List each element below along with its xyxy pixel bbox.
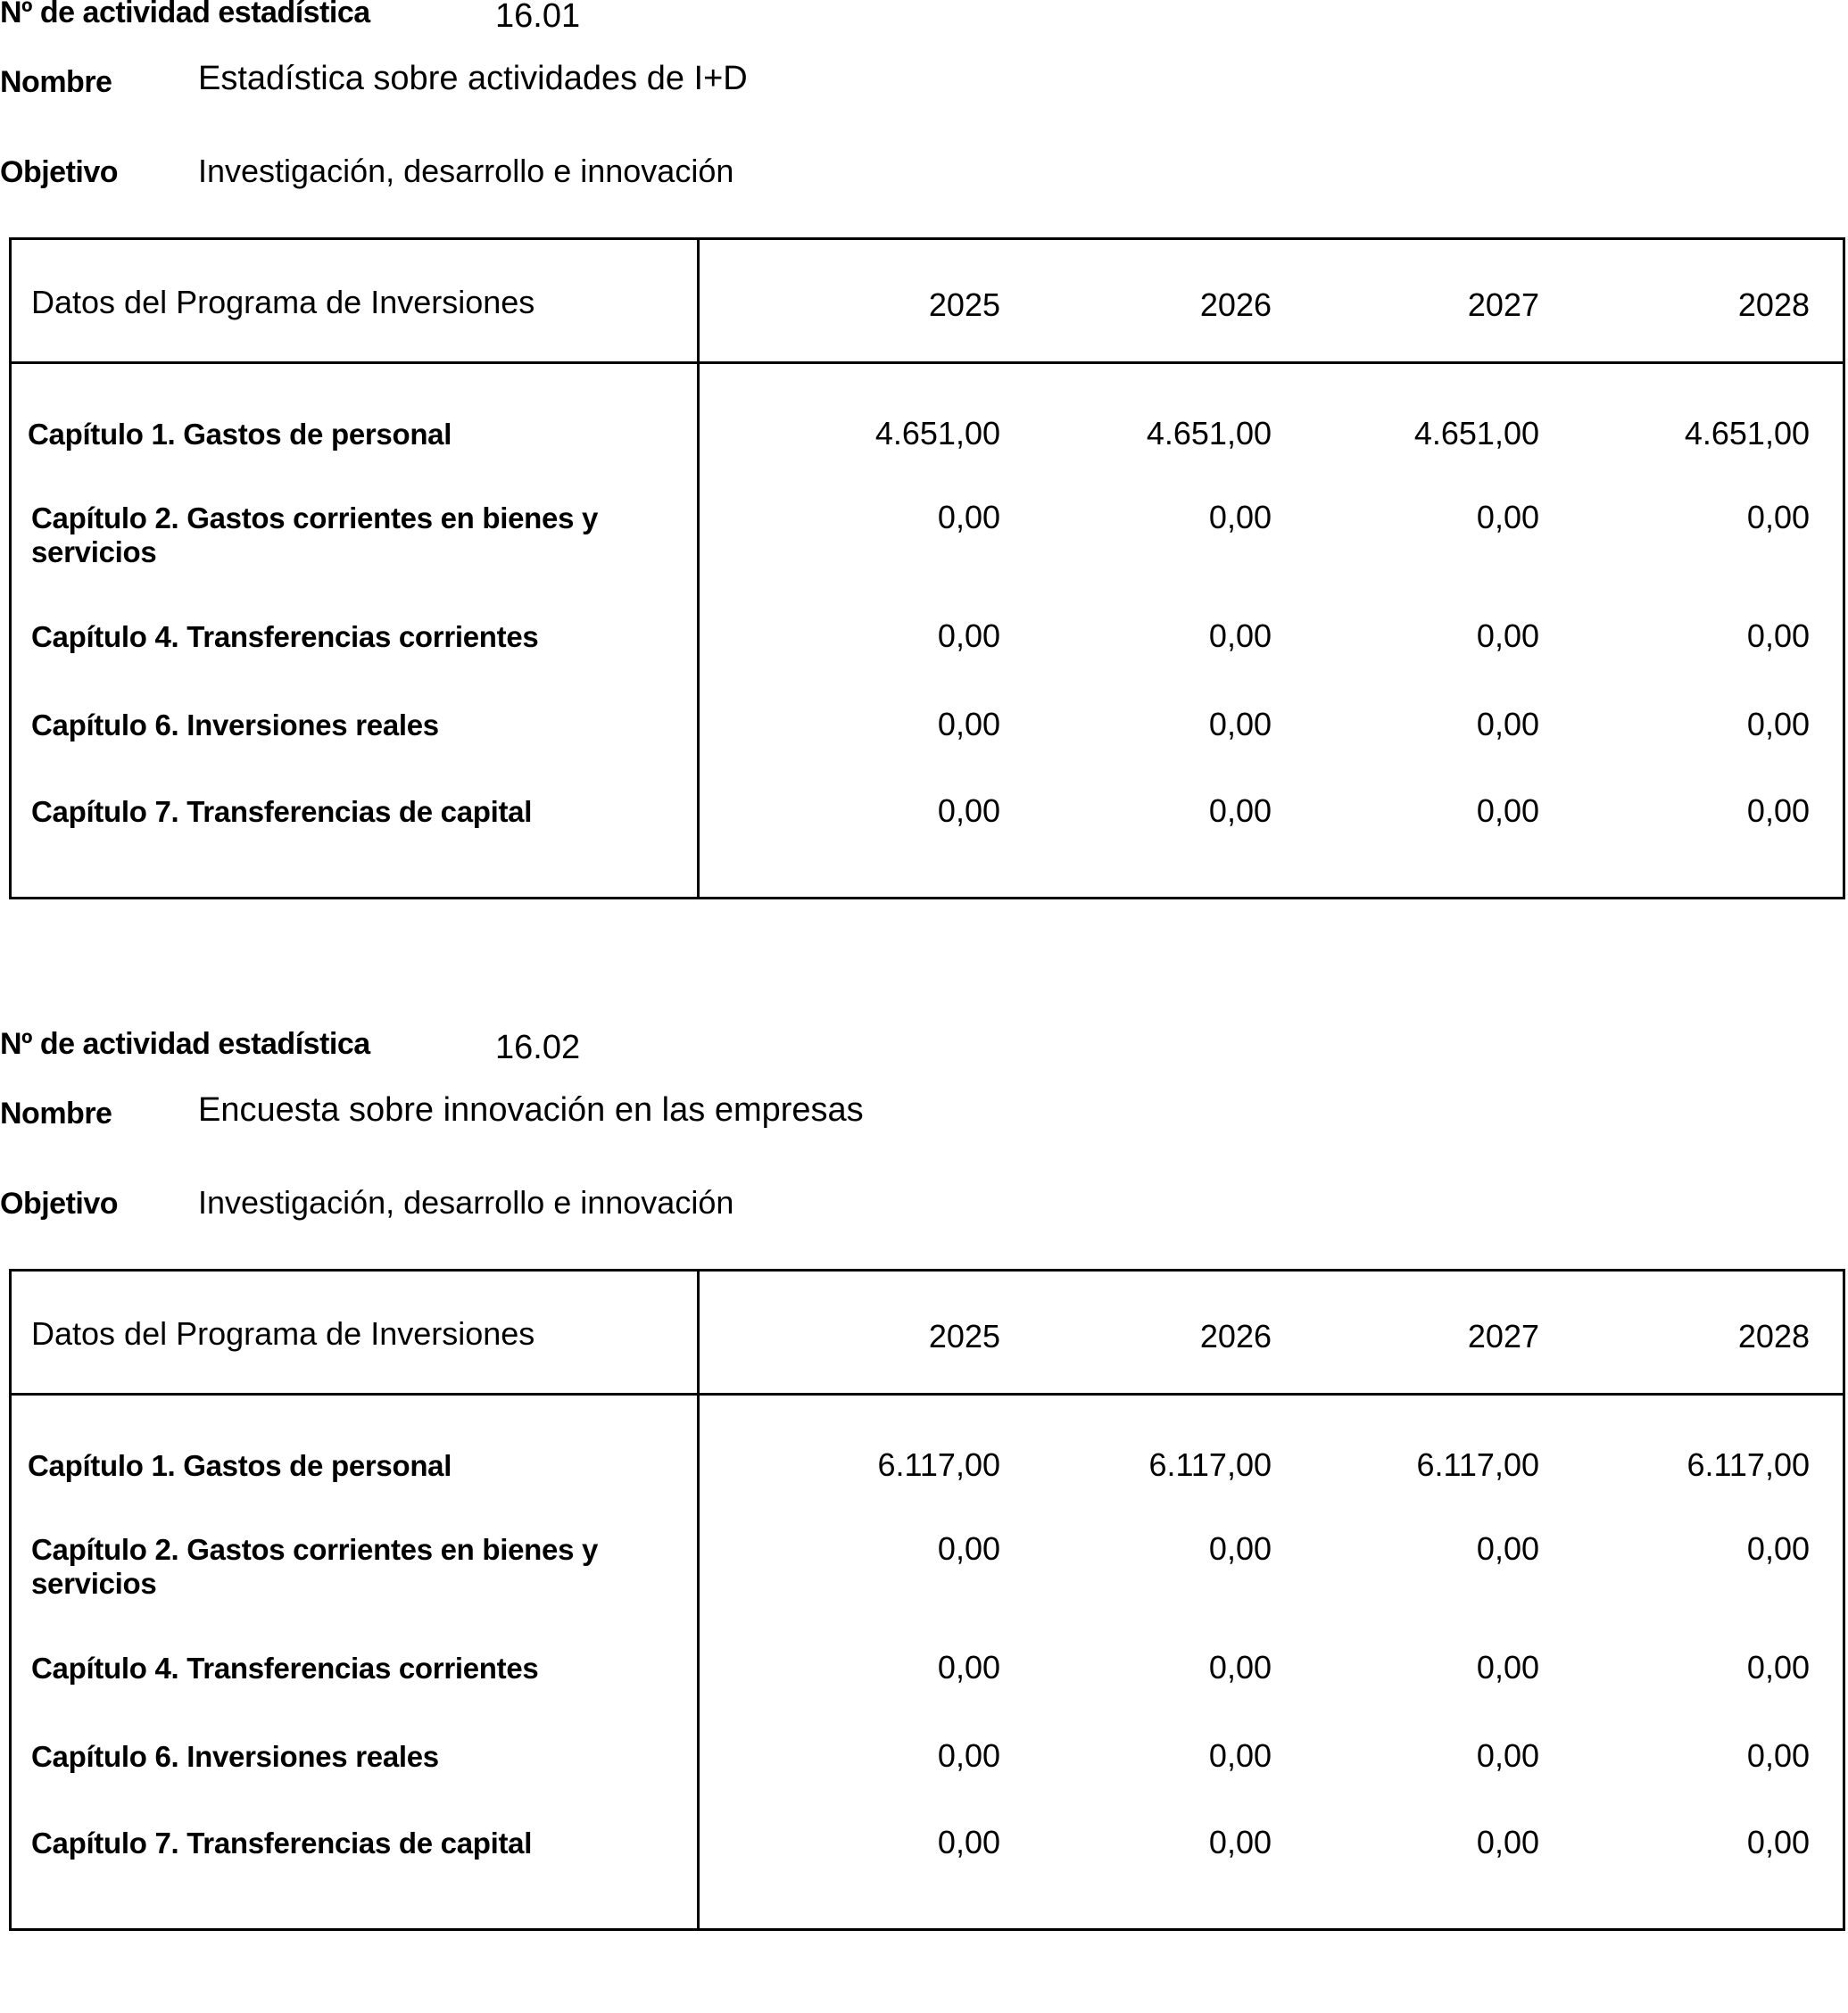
activity-name-label: Nombre	[0, 65, 112, 99]
year-header-2025: 2025	[928, 286, 1000, 323]
row-value-2028: 0,00	[1746, 499, 1810, 535]
row-label: Capítulo 7. Transferencias de capital	[31, 1827, 533, 1860]
row-value-2025: 0,00	[937, 706, 1000, 742]
row-value-2027: 0,00	[1476, 706, 1539, 742]
row-value-2027: 0,00	[1476, 1649, 1539, 1686]
row-label: Capítulo 2. Gastos corrientes en bienes y servicios	[31, 501, 599, 568]
activity-name-label: Nombre	[0, 1097, 112, 1131]
investment-table	[9, 237, 1845, 899]
row-value-2025: 0,00	[937, 499, 1000, 535]
row-label: Capítulo 6. Inversiones reales	[31, 708, 439, 741]
row-value-2025: 0,00	[937, 1824, 1000, 1860]
activity-name-value: Encuesta sobre innovación en las empresas	[198, 1091, 864, 1129]
row-label: Capítulo 1. Gastos de personal	[28, 1449, 452, 1482]
activity-number-value: 16.02	[495, 1029, 581, 1066]
row-value-2027: 0,00	[1476, 792, 1539, 829]
row-value-2025: 6.117,00	[877, 1446, 1000, 1483]
row-value-2027: 0,00	[1476, 1737, 1539, 1774]
table-header-title: Datos del Programa de Inversiones	[31, 1315, 535, 1352]
year-header-2025: 2025	[928, 1318, 1000, 1354]
row-label: Capítulo 4. Transferencias corrientes	[31, 1652, 539, 1685]
row-value-2026: 0,00	[1208, 1824, 1272, 1860]
row-value-2027: 0,00	[1476, 499, 1539, 535]
row-value-2026: 0,00	[1208, 706, 1272, 742]
activity-objective-label: Objetivo	[0, 1187, 119, 1221]
row-value-2027: 6.117,00	[1416, 1446, 1539, 1483]
row-value-2028: 0,00	[1746, 706, 1810, 742]
year-header-2027: 2027	[1467, 1318, 1539, 1354]
row-value-2028: 6.117,00	[1686, 1446, 1810, 1483]
row-value-2026: 0,00	[1208, 1737, 1272, 1774]
row-value-2025: 0,00	[937, 617, 1000, 654]
year-header-2027: 2027	[1467, 286, 1539, 323]
activity-number-label: Nº de actividad estadística	[0, 1027, 370, 1061]
activity-number-label: Nº de actividad estadística	[0, 0, 370, 29]
table-header-divider	[12, 1393, 1843, 1396]
activity-objective-value: Investigación, desarrollo e innovación	[198, 1184, 734, 1221]
investment-table	[9, 1269, 1845, 1931]
row-value-2025: 0,00	[937, 1530, 1000, 1567]
row-value-2026: 0,00	[1208, 1649, 1272, 1686]
row-value-2025: 0,00	[937, 1737, 1000, 1774]
row-value-2026: 4.651,00	[1146, 415, 1272, 451]
row-value-2028: 0,00	[1746, 1649, 1810, 1686]
row-value-2026: 0,00	[1208, 499, 1272, 535]
row-label: Capítulo 2. Gastos corrientes en bienes y servicios	[31, 1533, 599, 1600]
year-header-2026: 2026	[1199, 1318, 1272, 1354]
row-value-2026: 0,00	[1208, 1530, 1272, 1567]
activity-name-value: Estadística sobre actividades de I+D	[198, 60, 748, 97]
row-value-2026: 0,00	[1208, 617, 1272, 654]
row-value-2025: 0,00	[937, 792, 1000, 829]
table-column-divider	[697, 240, 700, 897]
row-value-2028: 0,00	[1746, 617, 1810, 654]
row-value-2025: 0,00	[937, 1649, 1000, 1686]
year-header-2028: 2028	[1737, 1318, 1810, 1354]
row-value-2028: 0,00	[1746, 792, 1810, 829]
row-value-2026: 0,00	[1208, 792, 1272, 829]
year-header-2028: 2028	[1737, 286, 1810, 323]
row-value-2028: 0,00	[1746, 1824, 1810, 1860]
row-label: Capítulo 4. Transferencias corrientes	[31, 620, 539, 653]
row-value-2027: 0,00	[1476, 617, 1539, 654]
table-column-divider	[697, 1272, 700, 1928]
activity-section-16-02	[0, 1027, 1848, 2013]
row-value-2028: 4.651,00	[1684, 415, 1810, 451]
row-value-2026: 6.117,00	[1148, 1446, 1272, 1483]
row-label: Capítulo 6. Inversiones reales	[31, 1740, 439, 1773]
row-value-2028: 0,00	[1746, 1737, 1810, 1774]
row-value-2027: 0,00	[1476, 1530, 1539, 1567]
activity-number-value: 16.01	[495, 0, 581, 35]
table-header-divider	[12, 361, 1843, 364]
table-header-title: Datos del Programa de Inversiones	[31, 284, 535, 320]
activity-objective-label: Objetivo	[0, 155, 119, 189]
row-value-2028: 0,00	[1746, 1530, 1810, 1567]
activity-objective-value: Investigación, desarrollo e innovación	[198, 153, 734, 189]
row-value-2025: 4.651,00	[874, 415, 1000, 451]
row-value-2027: 4.651,00	[1413, 415, 1539, 451]
row-value-2027: 0,00	[1476, 1824, 1539, 1860]
row-label: Capítulo 7. Transferencias de capital	[31, 795, 533, 828]
row-label: Capítulo 1. Gastos de personal	[28, 418, 452, 451]
year-header-2026: 2026	[1199, 286, 1272, 323]
activity-section-16-01	[0, 0, 1848, 982]
